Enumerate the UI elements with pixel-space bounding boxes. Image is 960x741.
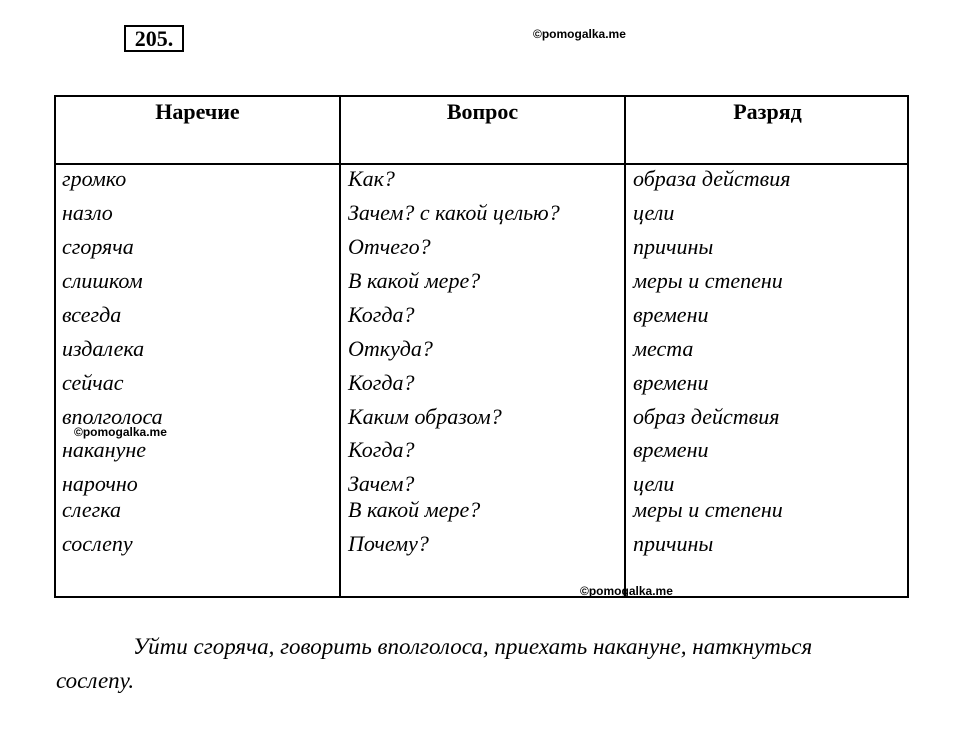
- category-cell: места: [633, 336, 694, 361]
- watermark: ©pomogalka.me: [74, 425, 167, 439]
- question-cell: Каким образом?: [348, 404, 502, 429]
- watermark: ©pomogalka.me: [533, 27, 626, 41]
- category-cell: причины: [633, 234, 714, 259]
- column-divider: [624, 97, 626, 596]
- header-divider: [56, 163, 907, 165]
- category-cell: меры и степени: [633, 497, 783, 522]
- adverb-cell: сгоряча: [62, 234, 134, 259]
- question-cell: Зачем? с какой целью?: [348, 200, 560, 225]
- adverb-cell: сослепу: [62, 531, 133, 556]
- category-cell: образа действия: [633, 166, 791, 191]
- category-cell: меры и степени: [633, 268, 783, 293]
- category-cell: причины: [633, 531, 714, 556]
- question-cell: В какой мере?: [348, 268, 481, 293]
- question-cell: В какой мере?: [348, 497, 481, 522]
- question-cell: Когда?: [348, 302, 415, 327]
- category-cell: образ действия: [633, 404, 780, 429]
- question-cell: Откуда?: [348, 336, 433, 361]
- adverb-cell: слишком: [62, 268, 143, 293]
- question-cell: Зачем?: [348, 471, 415, 496]
- header-adverb: Наречие: [155, 99, 240, 124]
- question-cell: Как?: [348, 166, 395, 191]
- header-category: Разряд: [733, 99, 802, 124]
- adverb-cell: громко: [62, 166, 127, 191]
- category-cell: времени: [633, 370, 709, 395]
- question-cell: Когда?: [348, 437, 415, 462]
- question-cell: Отчего?: [348, 234, 431, 259]
- adverb-cell: слегка: [62, 497, 121, 522]
- category-cell: времени: [633, 437, 709, 462]
- task-number: 205.: [124, 25, 184, 52]
- question-cell: Когда?: [348, 370, 415, 395]
- category-cell: времени: [633, 302, 709, 327]
- question-cell: Почему?: [348, 531, 429, 556]
- adverb-cell: всегда: [62, 302, 122, 327]
- adverb-cell: издалека: [62, 336, 145, 361]
- header-question: Вопрос: [446, 99, 519, 124]
- example-sentence: Уйти сгоряча, говорить вполголоса, приехать накануне, наткнуться сослепу.: [56, 634, 813, 693]
- adverb-cell: назло: [62, 200, 113, 225]
- adverb-cell: сейчас: [62, 370, 124, 395]
- watermark: ©pomogalka.me: [580, 584, 673, 598]
- column-divider: [339, 97, 341, 596]
- category-cell: цели: [633, 471, 675, 496]
- adverb-cell: накануне: [62, 437, 147, 462]
- adverb-cell: вполголоса: [62, 404, 163, 429]
- category-cell: цели: [633, 200, 675, 225]
- adverb-cell: нарочно: [62, 471, 138, 496]
